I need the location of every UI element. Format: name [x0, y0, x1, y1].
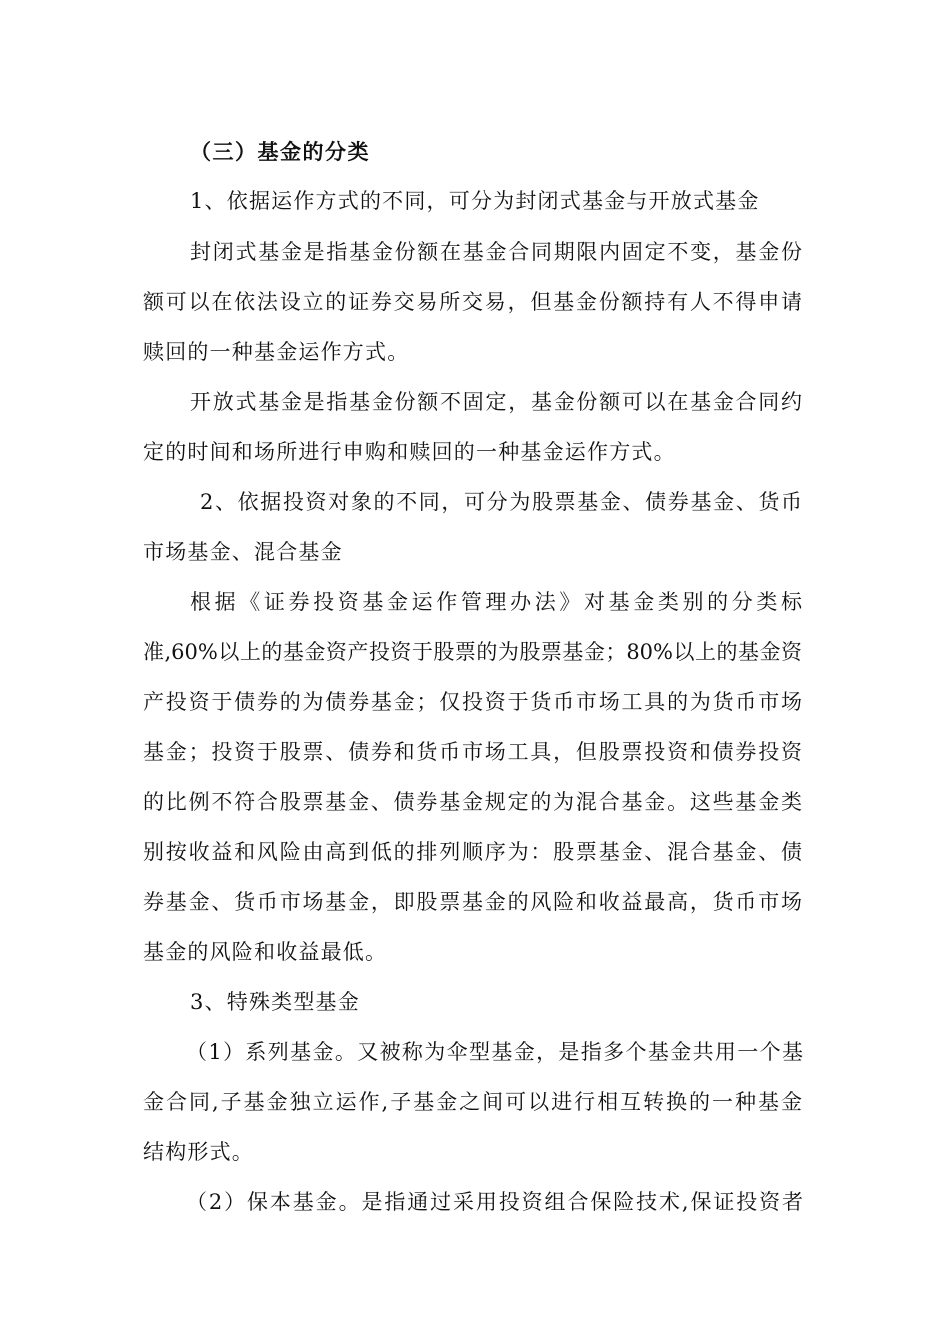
subsection-title-2-line-2: 市场基金、混合基金: [143, 540, 343, 564]
series-fund-paragraph-line-1: （1）系列基金。又被称为伞型基金，是指多个基金共用一个基: [186, 1040, 803, 1064]
series-fund-paragraph-line-2: 金合同,子基金独立运作,子基金之间可以进行相互转换的一种基金: [143, 1090, 802, 1114]
guaranteed-fund-paragraph-line-1: （2）保本基金。是指通过采用投资组合保险技术,保证投资者: [186, 1190, 803, 1214]
classification-paragraph-line-8: 基金的风险和收益最低。: [143, 940, 388, 964]
classification-paragraph-line-6: 别按收益和风险由高到低的排列顺序为：股票基金、混合基金、债: [143, 840, 802, 864]
series-fund-paragraph-line-3: 结构形式。: [143, 1140, 254, 1164]
closed-end-paragraph-line-2: 额可以在依法设立的证券交易所交易，但基金份额持有人不得申请: [143, 290, 802, 314]
classification-paragraph-line-1: 根据《证券投资基金运作管理办法》对基金类别的分类标: [190, 590, 802, 614]
classification-paragraph-line-3: 产投资于债券的为债券基金；仅投资于货币市场工具的为货币市场: [143, 690, 802, 714]
section-heading: （三）基金的分类: [190, 140, 370, 164]
closed-end-paragraph-line-1: 封闭式基金是指基金份额在基金合同期限内固定不变，基金份: [190, 240, 802, 264]
classification-paragraph-line-5: 的比例不符合股票基金、债券基金规定的为混合基金。这些基金类: [143, 790, 802, 814]
classification-paragraph-line-4: 基金；投资于股票、债券和货币市场工具，但股票投资和债券投资: [143, 740, 802, 764]
open-end-paragraph-line-2: 定的时间和场所进行申购和赎回的一种基金运作方式。: [143, 440, 676, 464]
classification-paragraph-line-7: 券基金、货币市场基金，即股票基金的风险和收益最高，货币市场: [143, 890, 802, 914]
open-end-paragraph-line-1: 开放式基金是指基金份额不固定，基金份额可以在基金合同约: [190, 390, 802, 414]
classification-paragraph-line-2: 准,60%以上的基金资产投资于股票的为股票基金；80%以上的基金资: [143, 640, 802, 664]
closed-end-paragraph-line-3: 赎回的一种基金运作方式。: [143, 340, 410, 364]
subsection-title-2-line-1: 2、依据投资对象的不同，可分为股票基金、债券基金、货币: [200, 490, 802, 514]
subsection-title-1: 1、依据运作方式的不同，可分为封闭式基金与开放式基金: [190, 189, 760, 213]
subsection-title-3: 3、特殊类型基金: [190, 990, 360, 1014]
